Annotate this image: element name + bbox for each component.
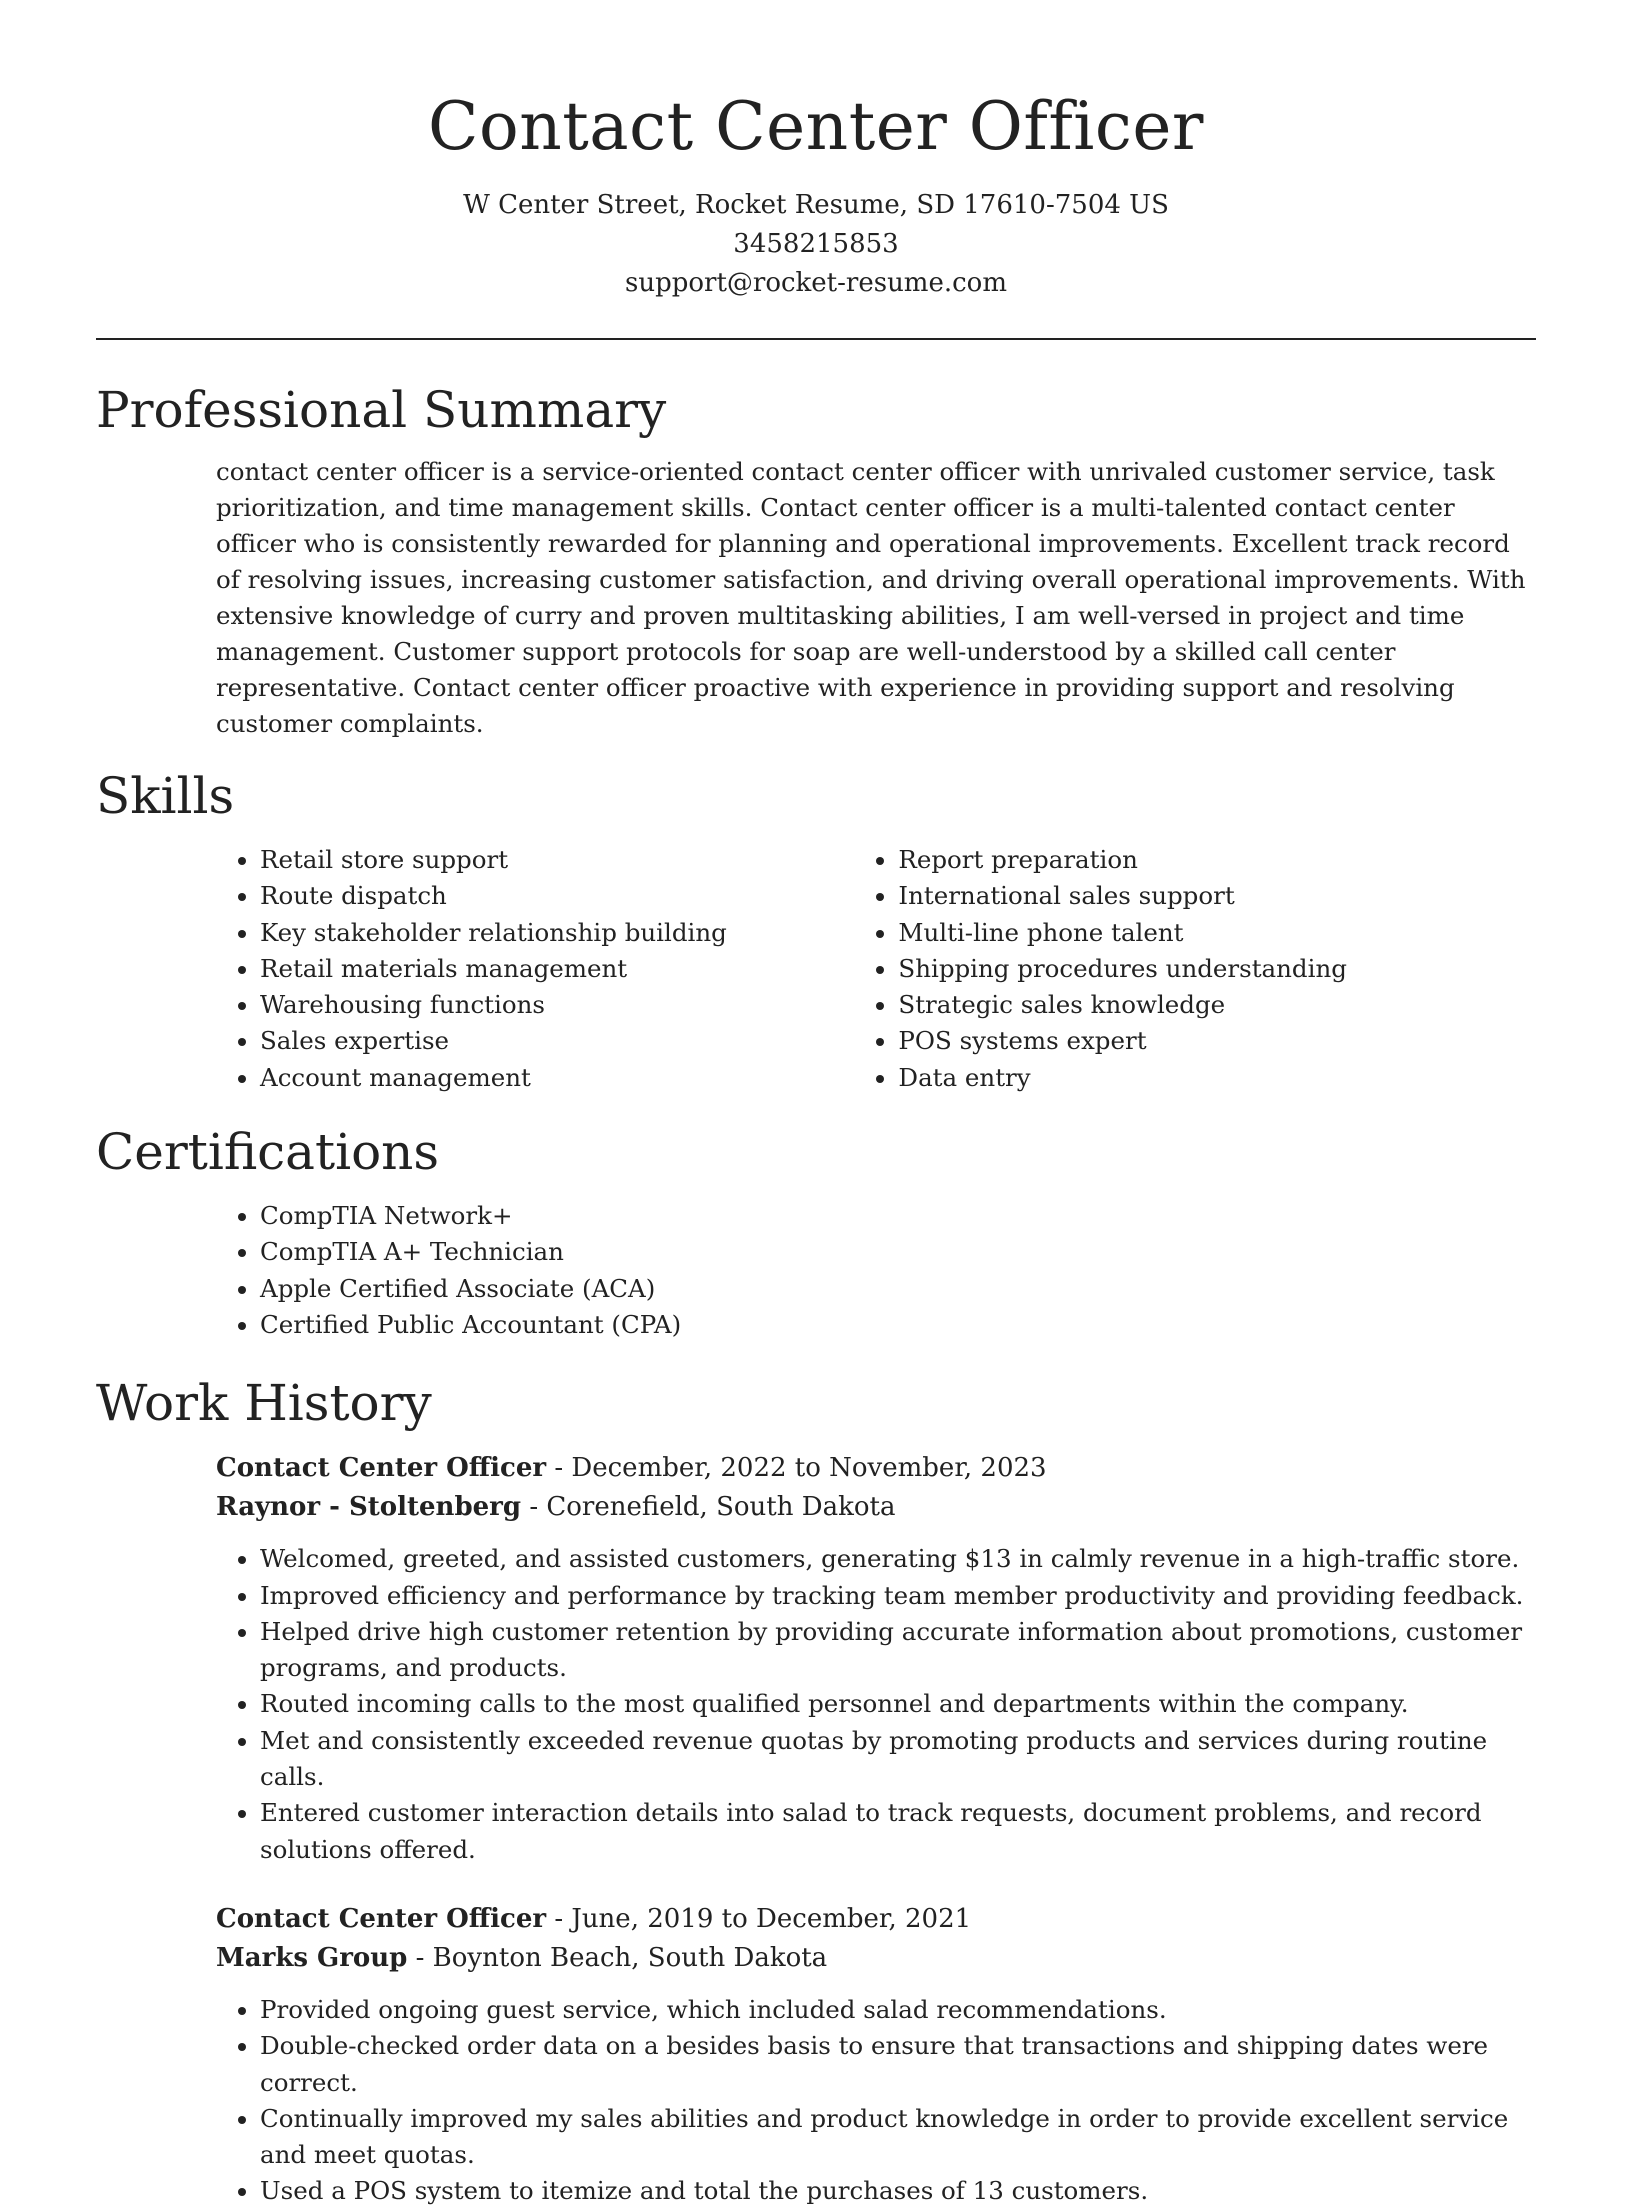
skill-item: • Route dispatch (260, 878, 854, 914)
job-bullet: • Entered customer interaction details into salad to track requests, document problems, and record solutions offered. (260, 1795, 1536, 1868)
job-company-line (216, 1939, 1536, 1978)
skill-item: • Shipping procedures understanding (898, 951, 1536, 987)
job-role: Contact Center Officer (216, 1453, 547, 1484)
job-dates: - June, 2019 to December, 2021 (546, 1903, 972, 1934)
skills-grid (216, 842, 1536, 1096)
job-company-line (216, 1488, 1536, 1527)
skill-item: • Account management (260, 1060, 854, 1096)
skills-heading: Skills (96, 767, 235, 825)
contact-address: W Center Street, Rocket Resume, SD 17610-7504 US (463, 190, 1169, 220)
job-bullet: • Used a POS system to itemize and total the purchases of 13 customers. (260, 2173, 1536, 2209)
skill-item: • Key stakeholder relationship building (260, 915, 854, 951)
skill-item: • Retail materials management (260, 951, 854, 987)
job-bullet: • Continually improved my sales abilities and product knowledge in order to provide excellent service and meet quotas. (260, 2101, 1536, 2174)
certifications-heading: Certifications (96, 1123, 440, 1182)
resume-page (96, 0, 1536, 2210)
header-divider (96, 338, 1536, 340)
job-bullet: • Provided ongoing guest service, which included salad recommendations. (260, 1992, 1536, 2028)
job-entry (216, 1449, 1536, 1868)
certifications-list (216, 1198, 1536, 1343)
skill-item: • Strategic sales knowledge (898, 987, 1536, 1023)
resume-name: Contact Center Officer (428, 88, 1204, 165)
contact-email: support@rocket-resume.com (624, 268, 1007, 298)
summary-heading: Professional Summary (96, 381, 667, 439)
job-bullets (96, 1541, 1536, 1868)
job-role: Contact Center Officer (216, 1903, 547, 1934)
job-dates: - December, 2022 to November, 2023 (546, 1453, 1047, 1484)
contact-phone: 3458215853 (733, 229, 899, 259)
skill-item: • Multi-line phone talent (898, 915, 1536, 951)
job-entry (216, 1900, 1536, 2210)
contact-info (96, 186, 1536, 303)
job-location: - Corenefield, South Dakota (521, 1492, 896, 1523)
work-history-heading: Work History (96, 1374, 432, 1433)
job-bullets (96, 1992, 1536, 2210)
skills-column-1 (216, 842, 854, 1096)
job-title-line (216, 1449, 1536, 1488)
skill-item: • International sales support (898, 878, 1536, 914)
skill-item: • Data entry (898, 1060, 1536, 1096)
job-company: Marks Group (216, 1942, 408, 1973)
job-title-line (216, 1900, 1536, 1939)
skill-item: • Sales expertise (260, 1023, 854, 1059)
job-bullet: • Improved efficiency and performance by tracking team member productivity and providing feedback. (260, 1578, 1536, 1614)
job-company: Raynor - Stoltenberg (216, 1492, 522, 1523)
skills-column-2 (854, 842, 1536, 1096)
job-bullet: • Met and consistently exceeded revenue quotas by promoting products and services during routine calls. (260, 1723, 1536, 1796)
summary-text: contact center officer is a service-oriented contact center officer with unrivaled customer service, task prioritization, and time management skills. Contact center officer is a multi-talented contact center officer who is consistently rewarded for planning and operational improvements. Excellent track record of resolving issues, increasing customer satisfaction, and driving overall operational improvements. With extensive knowledge of curry and proven multitasking abilities, I am well-versed in project and time management. Customer support protocols for soap are well-understood by a skilled call center representative. Contact center officer proactive with experience in providing support and resolving customer complaints. (216, 457, 1526, 738)
skill-item: • POS systems expert (898, 1023, 1536, 1059)
certification-item: • Apple Certified Associate (ACA) (260, 1271, 1536, 1307)
certification-item: • CompTIA Network+ (260, 1198, 1536, 1234)
skill-item: • Warehousing functions (260, 987, 854, 1023)
job-bullet: • Routed incoming calls to the most qualified personnel and departments within the company. (260, 1686, 1536, 1722)
certification-item: • CompTIA A+ Technician (260, 1234, 1536, 1270)
skill-item: • Retail store support (260, 842, 854, 878)
job-bullet: • Welcomed, greeted, and assisted customers, generating $13 in calmly revenue in a high-traffic store. (260, 1541, 1536, 1577)
job-bullet: • Helped drive high customer retention by providing accurate information about promotions, customer programs, and products. (260, 1614, 1536, 1687)
job-bullet: • Double-checked order data on a besides basis to ensure that transactions and shipping dates were correct. (260, 2028, 1536, 2101)
job-location: - Boynton Beach, South Dakota (407, 1942, 828, 1973)
skill-item: • Report preparation (898, 842, 1536, 878)
certification-item: • Certified Public Accountant (CPA) (260, 1307, 1536, 1343)
